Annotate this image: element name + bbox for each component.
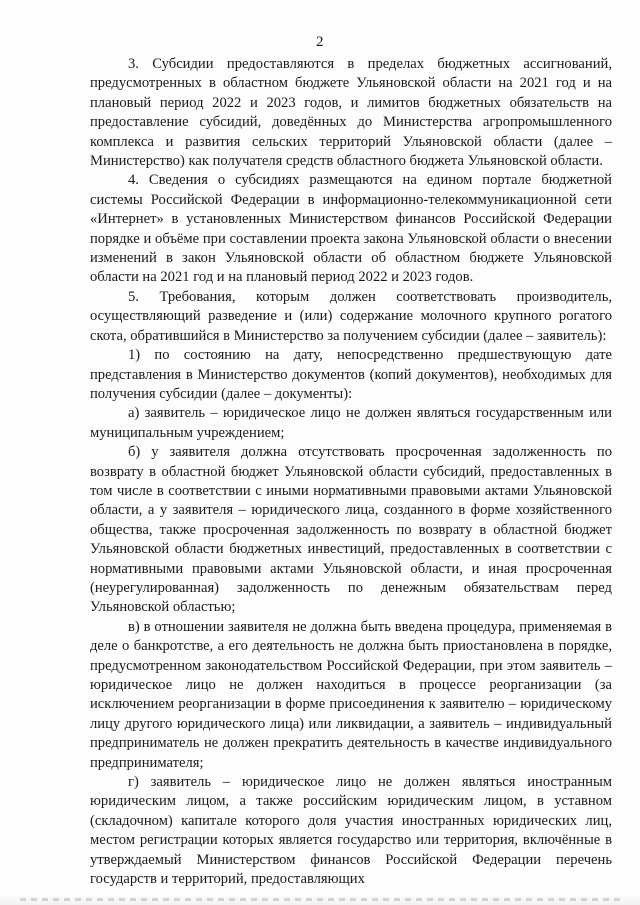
document-body (90, 55, 612, 889)
scan-artifact-line (20, 898, 620, 901)
paragraph-5-1-v: в) в отношении заявителя не должна быть введена процедура, применяемая в деле о банкротстве, а его деятельность не должна быть приостановлена в порядке, предусмотренном законодательством Российской Федерации, при этом заявитель – юридическое лицо не должен находиться в процессе реорганизации (за исключением реорганизации в форме присоединения к заявителю – юридическому лицу другого юридического лица) или ликвидации, а заявитель – индивидуальный предприниматель не должен прекратить деятельность в качестве индивидуального предпринимателя; (90, 618, 612, 771)
paragraph-5-requirements: 5. Требования, которым должен соответствовать производитель, осуществляющий разведение и (или) содержание молочного крупного рогатого скота, обратившийся в Министерство за получением субсидии (далее – заявитель): (90, 288, 612, 344)
paragraph-3-subsidies-budget: 3. Субсидии предоставляются в пределах бюджетных ассигнований, предусмотренных в областном бюджете Ульяновской области на 2021 год и на плановый период 2022 и 2023 годов, и лимитов бюджетных обязательств на предоставление субсидий, доведённых до Министерства агропромышленного комплекса и развития сельских территорий Ульяновской области (далее – Министерство) как получателя средств областного бюджета Ульяновской области. (90, 56, 612, 170)
paragraph-5-1-b: б) у заявителя должна отсутствовать просроченная задолженность по возврату в областной бюджет Ульяновской области субсидий, предоставленных в том числе в соответствии с иными нормативными правовыми актами Ульяновской области, а у заявителя – юридического лица, созданного в форме хозяйственного общества, также просроченная задолженность по возврату в областной бюджет Ульяновской области бюджетных инвестиций, предоставленных в соответствии с нормативными правовыми актами Ульяновской области, и иная просроченная (неурегулированная) задолженность по денежным обязательствам перед Ульяновской областью; (90, 444, 612, 616)
paragraph-5-1-a: а) заявитель – юридическое лицо не должен являться государственным или муниципальным учреждением; (90, 405, 612, 441)
page-number: 2 (316, 34, 324, 50)
paragraph-5-1-g: г) заявитель – юридическое лицо не должен являться иностранным юридическим лицом, а также российским юридическим лицом, в уставном (складочном) капитале которого доля участия иностранных юридических лиц, местом регистрации которых является государство или территория, включённые в утверждаемый Министерством финансов Российской Федерации перечень государств и территорий, предоставляющих (90, 774, 612, 888)
paragraph-5-1-date-condition: 1) по состоянию на дату, непосредственно предшествующую дате представления в Министерство документов (копий документов), необходимых для получения субсидии (далее – документы): (90, 347, 612, 402)
paragraph-4-subsidies-info: 4. Сведения о субсидиях размещаются на едином портале бюджетной системы Российской Федерации в информационно-телекоммуникационной сети «Интернет» в установленных Министерством финансов Российской Федерации порядке и объёме при составлении проекта закона Ульяновской области о внесении изменений в закон Ульяновской области об областном бюджете Ульяновской области на 2021 год и на плановый период 2022 и 2023 годов. (90, 172, 612, 286)
